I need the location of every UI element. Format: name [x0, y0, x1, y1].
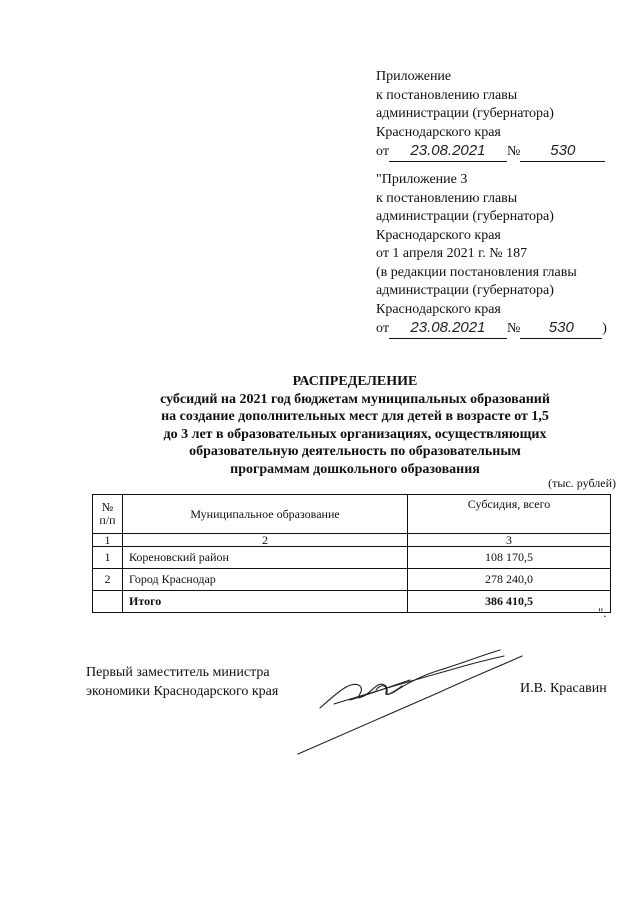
position-line-2: экономики Краснодарского края — [86, 683, 279, 699]
colnum-2: 2 — [123, 534, 408, 547]
annex2-line3: администрации (губернатора) — [376, 209, 554, 224]
row-sum: 108 170,5 — [408, 547, 611, 569]
colnum-3: 3 — [408, 534, 611, 547]
colnum-1: 1 — [93, 534, 123, 547]
row-num: 1 — [93, 547, 123, 569]
annex1-line2: к постановлению главы — [376, 87, 518, 103]
title-line-2: на создание дополнительных мест для детей в возрасте от 1,5 — [161, 409, 549, 424]
annex2-line8: Краснодарского края — [376, 301, 501, 317]
header-num: № п/п — [93, 495, 123, 534]
total-sum: 386 410,5 — [408, 591, 611, 613]
document-title — [90, 373, 620, 478]
annex1-no: № — [506, 144, 521, 159]
signatory-name: И.В. Красавин — [520, 681, 607, 696]
title-heading: РАСПРЕДЕЛЕНИЕ — [292, 374, 418, 389]
row-sum: 278 240,0 — [408, 569, 611, 591]
closing-quote: ". — [598, 605, 607, 620]
annex2-line1: "Приложение 3 — [376, 172, 468, 187]
annex2-line6: (в редакции постановления главы — [376, 264, 577, 280]
annex1-line4: Краснодарского края — [376, 124, 501, 140]
annex2-line2: к постановлению главы — [376, 190, 518, 206]
annex1-line1: Приложение — [376, 69, 452, 84]
annex1-date-line — [376, 142, 605, 162]
annex1-ot: от — [376, 144, 389, 159]
annex-block-1 — [376, 68, 605, 162]
title-line-1: субсидий на 2021 год бюджетам муниципальных образований — [160, 391, 550, 407]
row-name: Кореновский район — [123, 547, 408, 569]
table-row — [93, 547, 611, 569]
annex-block-2 — [376, 171, 607, 339]
handwritten-signature — [290, 640, 530, 760]
total-label: Итого — [123, 591, 408, 613]
annex2-no: № — [506, 321, 521, 336]
annex2-line4: Краснодарского края — [376, 227, 501, 243]
table-colnum-row — [93, 534, 611, 547]
row-num: 2 — [93, 569, 123, 591]
subsidy-table — [92, 494, 611, 613]
header-sum: Субсидия, всего — [408, 495, 611, 534]
annex2-ot: от — [376, 321, 389, 336]
annex2-line7: администрации (губернатора) — [376, 283, 554, 298]
table-header-row — [93, 495, 611, 534]
annex2-line5: от 1 апреля 2021 г. № 187 — [376, 246, 528, 261]
title-line-3: до 3 лет в образовательных организациях, осуществляющих — [163, 426, 547, 442]
title-line-5: программам дошкольного образования — [230, 461, 480, 477]
row-name: Город Краснодар — [123, 569, 408, 591]
annex1-date: 23.08.2021 — [389, 142, 507, 162]
annex2-date: 23.08.2021 — [389, 319, 507, 339]
units-label: (тыс. рублей) — [548, 476, 616, 490]
total-num — [93, 591, 123, 613]
table-total-row — [93, 591, 611, 613]
position-line-1: Первый заместитель министра — [86, 665, 270, 680]
annex1-number: 530 — [520, 142, 605, 162]
annex2-number: 530 — [520, 319, 602, 339]
annex1-line3: администрации (губернатора) — [376, 106, 554, 121]
title-line-4: образовательную деятельность по образовательным — [189, 444, 521, 459]
annex2-date-line — [376, 319, 607, 339]
signatory-position — [86, 664, 278, 701]
header-name: Муниципальное образование — [123, 495, 408, 534]
annex2-close: ) — [602, 321, 607, 336]
table-row — [93, 569, 611, 591]
